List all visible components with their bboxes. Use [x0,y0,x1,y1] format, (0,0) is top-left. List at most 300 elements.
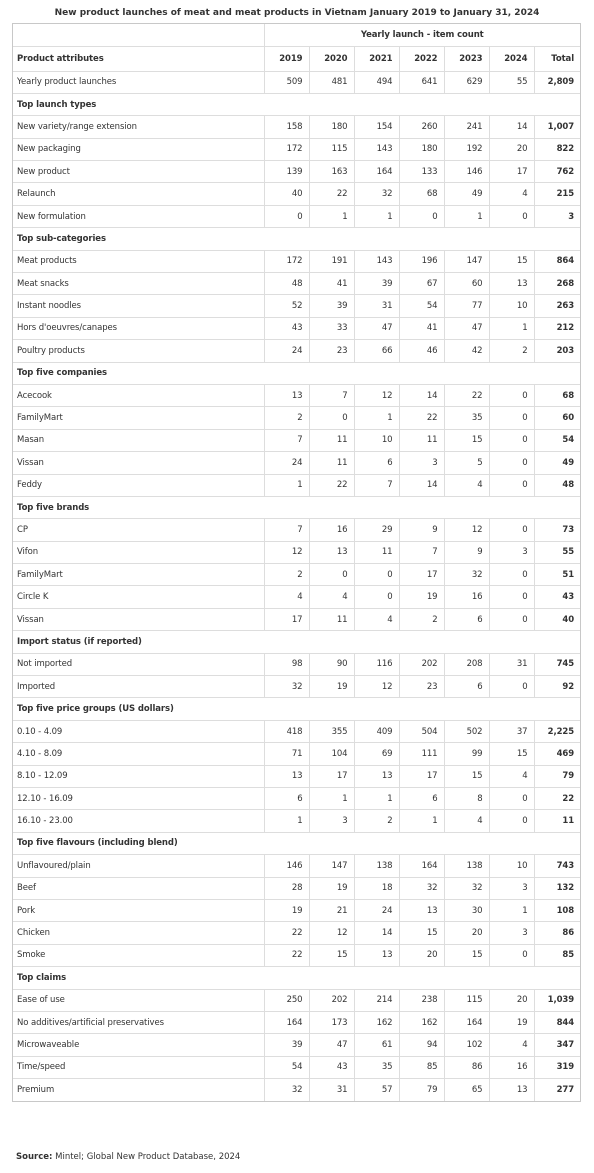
total-cell: 48 [534,474,580,496]
value-cell: 214 [354,989,399,1011]
section-heading: Top five brands [13,496,580,518]
total-cell: 49 [534,452,580,474]
section-row [13,228,580,250]
value-cell: 32 [264,676,309,698]
value-cell: 15 [309,944,354,966]
section-heading: Top claims [13,967,580,989]
total-cell: 85 [534,944,580,966]
value-cell: 0 [489,608,534,630]
value-cell: 2 [399,608,444,630]
value-cell: 7 [399,541,444,563]
value-cell: 196 [399,250,444,272]
table-row [13,810,580,832]
value-cell: 19 [489,1011,534,1033]
value-cell: 17 [399,564,444,586]
value-cell: 12 [309,922,354,944]
value-cell: 90 [309,653,354,675]
table-row [13,138,580,160]
value-cell: 409 [354,720,399,742]
value-cell: 2 [489,340,534,362]
total-cell: 92 [534,676,580,698]
value-cell: 191 [309,250,354,272]
value-cell: 115 [309,138,354,160]
year-header: 2022 [399,46,444,71]
row-label: FamilyMart [13,407,264,429]
value-cell: 13 [489,273,534,295]
year-header: 2019 [264,46,309,71]
value-cell: 208 [444,653,489,675]
value-cell: 22 [309,474,354,496]
value-cell: 23 [309,340,354,362]
value-cell: 202 [399,653,444,675]
value-cell: 6 [354,452,399,474]
value-cell: 99 [444,743,489,765]
value-cell: 17 [489,161,534,183]
value-cell: 13 [264,384,309,406]
table-row [13,899,580,921]
value-cell: 11 [399,429,444,451]
value-cell: 17 [264,608,309,630]
value-cell: 15 [444,429,489,451]
value-cell: 23 [399,676,444,698]
value-cell: 3 [309,810,354,832]
section-heading: Top launch types [13,93,580,115]
row-label: Hors d'oeuvres/canapes [13,317,264,339]
value-cell: 6 [444,676,489,698]
value-cell: 138 [444,855,489,877]
total-cell: 319 [534,1056,580,1078]
value-cell: 15 [444,765,489,787]
value-cell: 4 [309,586,354,608]
table-row [13,564,580,586]
row-label: 16.10 - 23.00 [13,810,264,832]
value-cell: 418 [264,720,309,742]
value-cell: 629 [444,71,489,93]
value-cell: 20 [489,138,534,160]
value-cell: 35 [354,1056,399,1078]
value-cell: 61 [354,1034,399,1056]
row-label: FamilyMart [13,564,264,586]
row-label: Ease of use [13,989,264,1011]
row-label: Time/speed [13,1056,264,1078]
value-cell: 4 [489,765,534,787]
value-cell: 24 [354,899,399,921]
value-cell: 66 [354,340,399,362]
value-cell: 31 [309,1079,354,1101]
row-label: Unflavoured/plain [13,855,264,877]
value-cell: 172 [264,138,309,160]
row-label: Imported [13,676,264,698]
row-label: New product [13,161,264,183]
value-cell: 143 [354,138,399,160]
value-cell: 4 [489,1034,534,1056]
table-title: New product launches of meat and meat products in Vietnam January 2019 to January 31, 2024 [54,8,540,18]
value-cell: 43 [309,1056,354,1078]
table-row [13,989,580,1011]
value-cell: 31 [489,653,534,675]
value-cell: 504 [399,720,444,742]
value-cell: 54 [399,295,444,317]
row-label: CP [13,519,264,541]
value-cell: 94 [399,1034,444,1056]
year-header: 2024 [489,46,534,71]
value-cell: 16 [444,586,489,608]
value-cell: 0 [489,564,534,586]
value-cell: 164 [444,1011,489,1033]
value-cell: 12 [354,384,399,406]
value-cell: 41 [309,273,354,295]
value-cell: 1 [489,317,534,339]
value-cell: 32 [264,1079,309,1101]
yearly-launch-header: Yearly launch - item count [264,24,580,46]
total-header: Total [534,46,580,71]
value-cell: 21 [309,899,354,921]
value-cell: 31 [354,295,399,317]
table-row [13,765,580,787]
value-cell: 154 [354,116,399,138]
value-cell: 164 [264,1011,309,1033]
value-cell: 3 [399,452,444,474]
table-row [13,788,580,810]
value-cell: 47 [354,317,399,339]
row-label: Poultry products [13,340,264,362]
table-row [13,407,580,429]
table-row [13,474,580,496]
total-cell: 132 [534,877,580,899]
total-cell: 263 [534,295,580,317]
total-cell: 86 [534,922,580,944]
value-cell: 22 [309,183,354,205]
total-cell: 40 [534,608,580,630]
row-label: Masan [13,429,264,451]
total-cell: 2,225 [534,720,580,742]
value-cell: 1 [309,788,354,810]
value-cell: 17 [309,765,354,787]
total-cell: 1,039 [534,989,580,1011]
value-cell: 0 [354,586,399,608]
value-cell: 12 [354,676,399,698]
value-cell: 16 [489,1056,534,1078]
total-cell: 51 [534,564,580,586]
value-cell: 162 [399,1011,444,1033]
table-row [13,183,580,205]
value-cell: 0 [489,586,534,608]
value-cell: 69 [354,743,399,765]
table-row [13,877,580,899]
value-cell: 15 [489,743,534,765]
value-cell: 0 [489,810,534,832]
value-cell: 1 [264,474,309,496]
row-label: New packaging [13,138,264,160]
value-cell: 32 [444,877,489,899]
value-cell: 32 [399,877,444,899]
launches-table [13,24,580,1101]
value-cell: 60 [444,273,489,295]
table-row [13,273,580,295]
value-cell: 162 [354,1011,399,1033]
value-cell: 502 [444,720,489,742]
section-heading: Top five companies [13,362,580,384]
value-cell: 52 [264,295,309,317]
total-cell: 347 [534,1034,580,1056]
value-cell: 12 [444,519,489,541]
value-cell: 3 [489,877,534,899]
value-cell: 3 [489,922,534,944]
row-label: Acecook [13,384,264,406]
value-cell: 19 [399,586,444,608]
value-cell: 241 [444,116,489,138]
value-cell: 0 [489,944,534,966]
table-row [13,608,580,630]
product-attributes-header: Product attributes [13,46,264,71]
row-label: Meat snacks [13,273,264,295]
value-cell: 43 [264,317,309,339]
total-cell: 822 [534,138,580,160]
value-cell: 147 [444,250,489,272]
value-cell: 24 [264,340,309,362]
section-heading: Top sub-categories [13,228,580,250]
value-cell: 18 [354,877,399,899]
value-cell: 16 [309,519,354,541]
value-cell: 6 [399,788,444,810]
value-cell: 11 [309,608,354,630]
row-label: Meat products [13,250,264,272]
value-cell: 4 [354,608,399,630]
total-cell: 108 [534,899,580,921]
value-cell: 13 [309,541,354,563]
value-cell: 41 [399,317,444,339]
table-row [13,586,580,608]
value-cell: 86 [444,1056,489,1078]
table-row [13,161,580,183]
value-cell: 147 [309,855,354,877]
table-row [13,205,580,227]
value-cell: 48 [264,273,309,295]
total-cell: 54 [534,429,580,451]
total-cell: 743 [534,855,580,877]
value-cell: 202 [309,989,354,1011]
value-cell: 35 [444,407,489,429]
value-cell: 116 [354,653,399,675]
value-cell: 7 [264,519,309,541]
year-header: 2023 [444,46,489,71]
value-cell: 13 [354,765,399,787]
value-cell: 47 [309,1034,354,1056]
section-heading: Top five price groups (US dollars) [13,698,580,720]
value-cell: 20 [489,989,534,1011]
value-cell: 3 [489,541,534,563]
value-cell: 641 [399,71,444,93]
value-cell: 49 [444,183,489,205]
total-cell: 268 [534,273,580,295]
value-cell: 11 [309,452,354,474]
value-cell: 139 [264,161,309,183]
value-cell: 57 [354,1079,399,1101]
table-row [13,676,580,698]
table-row [13,1011,580,1033]
value-cell: 40 [264,183,309,205]
value-cell: 4 [444,810,489,832]
row-label: New formulation [13,205,264,227]
total-cell: 745 [534,653,580,675]
value-cell: 46 [399,340,444,362]
value-cell: 11 [309,429,354,451]
value-cell: 42 [444,340,489,362]
year-header: 2021 [354,46,399,71]
value-cell: 19 [309,877,354,899]
row-label: Vissan [13,452,264,474]
value-cell: 4 [444,474,489,496]
row-label: Relaunch [13,183,264,205]
value-cell: 54 [264,1056,309,1078]
value-cell: 9 [399,519,444,541]
table-row [13,855,580,877]
row-label: Beef [13,877,264,899]
value-cell: 0 [489,519,534,541]
value-cell: 13 [489,1079,534,1101]
value-cell: 55 [489,71,534,93]
value-cell: 173 [309,1011,354,1033]
value-cell: 0 [489,205,534,227]
table-row [13,340,580,362]
value-cell: 2 [264,564,309,586]
value-cell: 0 [489,407,534,429]
row-label: Chicken [13,922,264,944]
table-row [13,1056,580,1078]
value-cell: 0 [489,788,534,810]
section-row [13,832,580,854]
source-text: Mintel; Global New Product Database, 2024 [52,1152,241,1162]
row-label: Smoke [13,944,264,966]
value-cell: 0 [309,407,354,429]
row-label: 4.10 - 8.09 [13,743,264,765]
row-label: Circle K [13,586,264,608]
value-cell: 0 [489,384,534,406]
row-label: Vifon [13,541,264,563]
section-heading: Import status (if reported) [13,631,580,653]
value-cell: 10 [489,855,534,877]
table-row [13,743,580,765]
value-cell: 0 [309,564,354,586]
value-cell: 2 [264,407,309,429]
value-cell: 164 [399,855,444,877]
total-cell: 68 [534,384,580,406]
value-cell: 79 [399,1079,444,1101]
value-cell: 68 [399,183,444,205]
row-label: Microwaveable [13,1034,264,1056]
value-cell: 8 [444,788,489,810]
value-cell: 32 [444,564,489,586]
total-cell: 79 [534,765,580,787]
value-cell: 98 [264,653,309,675]
table-row [13,519,580,541]
row-label: No additives/artificial preservatives [13,1011,264,1033]
value-cell: 172 [264,250,309,272]
section-row [13,93,580,115]
source-note [16,1152,240,1162]
value-cell: 30 [444,899,489,921]
value-cell: 250 [264,989,309,1011]
value-cell: 355 [309,720,354,742]
value-cell: 1 [354,205,399,227]
value-cell: 7 [354,474,399,496]
value-cell: 102 [444,1034,489,1056]
value-cell: 7 [264,429,309,451]
value-cell: 39 [309,295,354,317]
value-cell: 19 [309,676,354,698]
row-label: Vissan [13,608,264,630]
total-cell: 203 [534,340,580,362]
value-cell: 1 [309,205,354,227]
value-cell: 158 [264,116,309,138]
value-cell: 1 [264,810,309,832]
value-cell: 15 [399,922,444,944]
value-cell: 4 [489,183,534,205]
source-prefix: Source: [16,1152,53,1162]
row-label: 12.10 - 16.09 [13,788,264,810]
value-cell: 115 [444,989,489,1011]
row-label: 0.10 - 4.09 [13,720,264,742]
value-cell: 14 [399,474,444,496]
value-cell: 32 [354,183,399,205]
value-cell: 0 [489,452,534,474]
value-cell: 33 [309,317,354,339]
total-cell: 55 [534,541,580,563]
value-cell: 2 [354,810,399,832]
value-cell: 37 [489,720,534,742]
value-cell: 19 [264,899,309,921]
value-cell: 65 [444,1079,489,1101]
value-cell: 14 [354,922,399,944]
year-header: 2020 [309,46,354,71]
value-cell: 0 [264,205,309,227]
value-cell: 180 [309,116,354,138]
section-row [13,967,580,989]
value-cell: 22 [264,944,309,966]
value-cell: 481 [309,71,354,93]
value-cell: 13 [399,899,444,921]
value-cell: 17 [399,765,444,787]
total-cell: 1,007 [534,116,580,138]
value-cell: 164 [354,161,399,183]
section-row [13,496,580,518]
data-table-frame [12,23,581,1102]
table-row [13,541,580,563]
value-cell: 22 [264,922,309,944]
value-cell: 14 [399,384,444,406]
value-cell: 260 [399,116,444,138]
total-cell: 844 [534,1011,580,1033]
table-row [13,922,580,944]
value-cell: 20 [444,922,489,944]
row-label: Instant noodles [13,295,264,317]
value-cell: 77 [444,295,489,317]
table-row [13,250,580,272]
value-cell: 4 [264,586,309,608]
value-cell: 22 [444,384,489,406]
value-cell: 15 [489,250,534,272]
value-cell: 85 [399,1056,444,1078]
value-cell: 6 [444,608,489,630]
table-row [13,384,580,406]
table-row [13,71,580,93]
value-cell: 180 [399,138,444,160]
total-cell: 22 [534,788,580,810]
section-row [13,362,580,384]
value-cell: 13 [264,765,309,787]
total-cell: 469 [534,743,580,765]
row-label: New variety/range extension [13,116,264,138]
